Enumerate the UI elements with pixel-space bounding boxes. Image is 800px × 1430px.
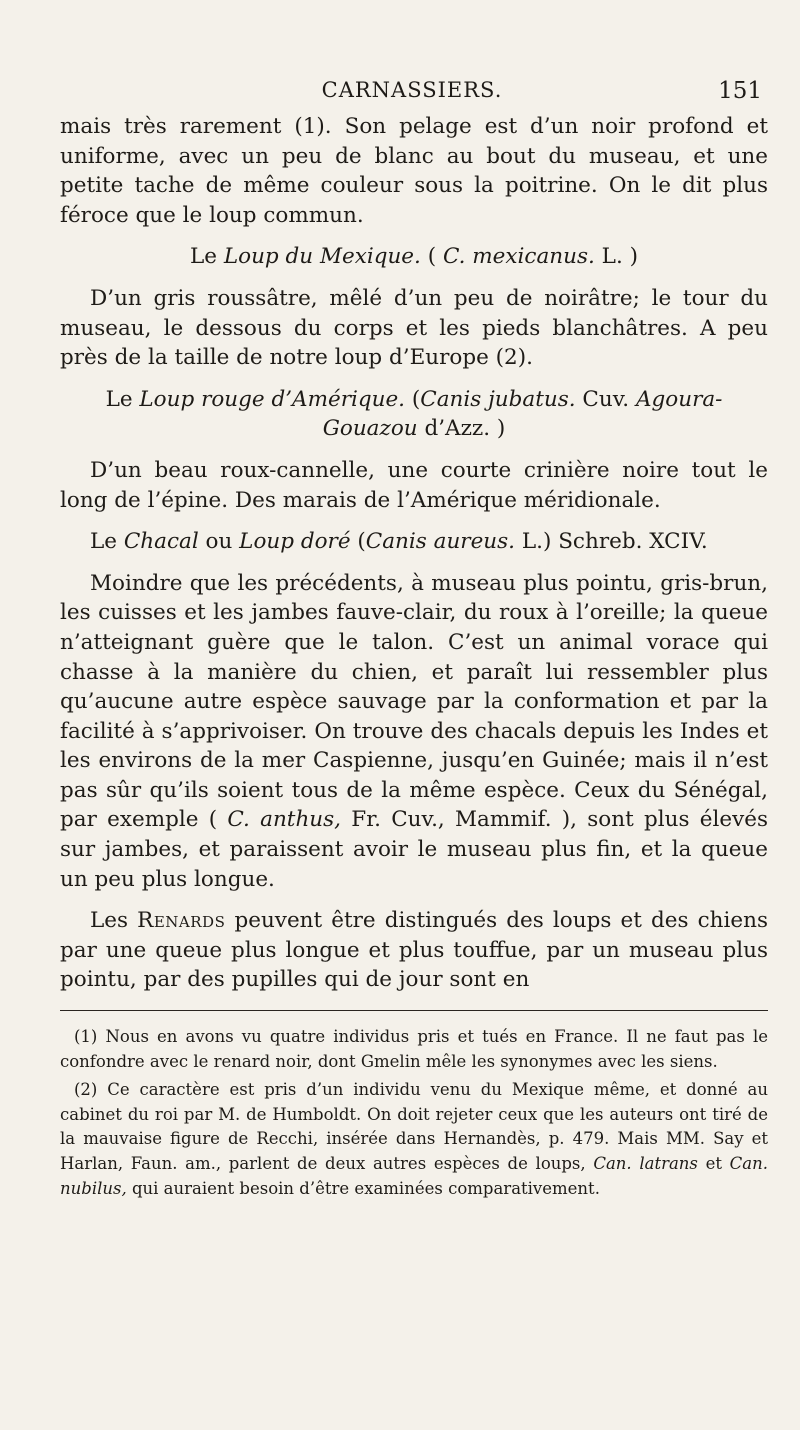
page-number: 151 (718, 78, 762, 104)
species-heading-mexican-wolf (60, 242, 768, 272)
species-heading-jackal (60, 527, 768, 557)
scientific-name: Canis aureus. (365, 529, 516, 555)
common-name: Chacal (123, 529, 199, 555)
fox-text: peuvent être distingués des loups et des chiens par une queue plus longue et plus touffue, par un museau plus pointu, par des pupilles qui de jour sont en (60, 908, 768, 993)
authority: d’Azz. ) (417, 416, 506, 442)
scientific-name: C. anthus, (227, 807, 342, 833)
scientific-name: Can. nubilus, (60, 1153, 768, 1198)
paragraph-mexican-wolf: D’un gris roussâtre, mêlé d’un peu de noirâtre; le tour du museau, le dessous du corps et les pieds blanchâtres. A peu près de la taille de notre loup d’Europe (2). (60, 285, 768, 371)
paragraph-black-wolf-end: mais très rarement (1). Son pelage est d’un noir profond et uniforme, avec un peu de blanc au bout du museau, et une petite tache de même couleur sous la poitrine. On le dit plus féroce que le loup commun. (60, 114, 768, 228)
authority: L.) Schreb. XCIV. (515, 529, 708, 555)
heading-article: Le (190, 244, 224, 270)
section-term-renards: Renards (137, 908, 226, 934)
vernacular-name: Agoura-Gouazou (322, 386, 723, 442)
heading-article: Le (105, 386, 140, 412)
paragraph-jackal (60, 569, 768, 895)
scientific-name: Canis jubatus. (420, 386, 576, 412)
common-name: Loup rouge d’Amérique. (139, 386, 406, 412)
footnote-2-text-a: (2) Ce caractère est pris d’un individu venu du Mexique même, et donné au cabinet du roi par M. de Humboldt. On doit rejeter ceux que les auteurs ont tiré de la mauvaise figure de Recchi, insérée dans Hernandès, p. 479. Mais MM. Say et Harlan, Faun. am., parlent de deux autres espèces de loups, (60, 1080, 768, 1173)
scientific-name: C. mexicanus. (442, 244, 595, 270)
jackal-text-a: Moindre que les précédents, à museau plus pointu, gris-brun, les cuisses et les jambes fauve-clair, du roux à l’oreille; la queue n’atteignant guère que le talon. C’est un animal vorace qui chasse à la manière du chien, et paraît lui ressembler plus qu’aucune autre espèce sauvage par la conformation et par la facilité à s’apprivoiser. On trouve des chacals depuis les Indes et les environs de la mer Caspienne, jusqu’en Guinée; mais il n’est pas sûr qu’ils soient tous de la même espèce. Ceux du Sénégal, par exemple ( (60, 570, 768, 833)
footnote-2 (60, 1078, 768, 1201)
scientific-name: Can. latrans (593, 1153, 698, 1173)
authority: L. ) (594, 244, 638, 270)
main-text (60, 112, 768, 1007)
conjunction: ou (198, 529, 240, 555)
footnote-1: (1) Nous en avons vu quatre individus pris et tués en France. Il ne faut pas le confondre avec le renard noir, dont Gmelin mêle les synonymes avec les siens. (60, 1027, 768, 1071)
running-title: CARNASSIERS. (321, 78, 503, 102)
paren: ( (350, 529, 366, 555)
heading-article: Le (90, 529, 124, 555)
paren: ( (420, 244, 443, 270)
footnotes (60, 1025, 768, 1205)
common-name: Loup du Mexique. (223, 244, 421, 270)
authority: Cuv. (575, 386, 636, 412)
paren: ( (405, 386, 421, 412)
footnote-2-text-b: qui auraient besoin d’être examinées comparativement. (126, 1178, 600, 1198)
conjunction: et (697, 1153, 730, 1173)
footnote-rule (60, 1010, 768, 1011)
jackal-text-b: Fr. Cuv., Mammif. ), sont plus élevés sur jambes, et paraissent avoir le museau plus fin, et la queue un peu plus longue. (60, 807, 768, 892)
paragraph-foxes (60, 906, 768, 995)
species-heading-red-wolf (60, 385, 768, 444)
fox-text-article: Les (90, 908, 138, 934)
common-name-alt: Loup doré (239, 529, 351, 555)
page-header (62, 78, 762, 108)
paragraph-red-wolf: D’un beau roux-cannelle, une courte crinière noire tout le long de l’épine. Des marais de l’Amérique méridionale. (60, 457, 768, 513)
